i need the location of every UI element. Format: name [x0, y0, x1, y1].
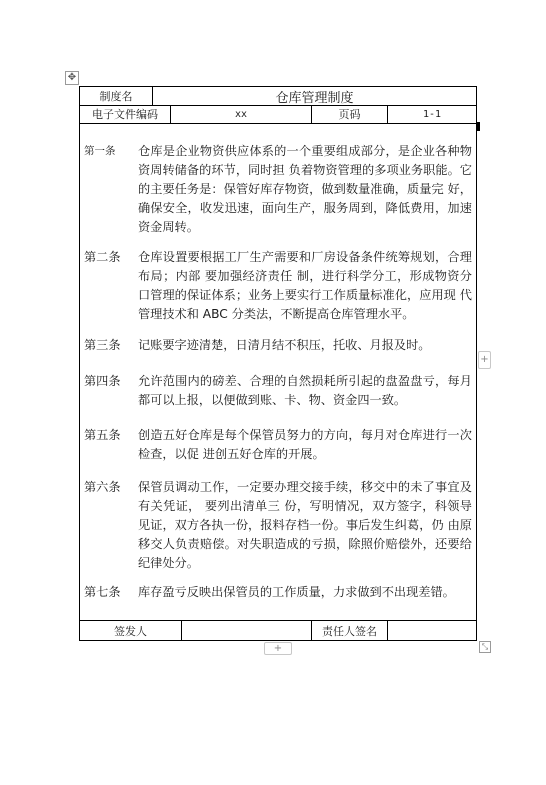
issuer-signature-field[interactable]	[181, 621, 311, 640]
article-1	[84, 142, 472, 237]
regulation-table	[79, 86, 477, 641]
page-number-value: 1-1	[387, 105, 476, 123]
article-text: 库存盈亏反映出保管员的工作质量，力求做到不出现差错。	[138, 585, 455, 599]
text-cursor	[477, 122, 480, 131]
add-row-plus-icon[interactable]: +	[264, 642, 292, 655]
header-row-meta	[80, 105, 476, 124]
article-4	[84, 372, 472, 410]
articles-body	[80, 124, 476, 622]
article-6	[84, 478, 472, 573]
article-number: 第一条	[84, 145, 116, 157]
article-7	[84, 583, 472, 602]
label-responsible-signature: 责任人签名	[311, 621, 387, 640]
label-page-number: 页码	[311, 105, 387, 123]
article-text: 仓库是企业物资供应体系的一个重要组成部分，是企业各种物资周转储备的环节，同时担 负着物资管理的多项业务职能。它的主要任务是：保管好库存物资，做到数量准确，质量完 好，确保安全，收发迅速，面向生产，服务周到，降低费用，加速资金周转。	[138, 144, 472, 234]
file-number-value: xx	[170, 105, 311, 123]
article-text: 允许范围内的磅差、合理的自然损耗所引起的盘盈盘亏，每月都可以上报，以便做到账、卡、物、资金四一致。	[138, 374, 472, 407]
article-number: 第六条	[84, 480, 121, 494]
table-resize-icon[interactable]: ⤡	[479, 641, 491, 653]
label-issuer: 签发人	[114, 624, 147, 638]
label-system-name: 制度名	[99, 90, 133, 103]
table-move-icon[interactable]: ✥	[65, 71, 79, 85]
article-number: 第五条	[84, 428, 121, 442]
article-text: 保管员调动工作，一定要办理交接手续，移交中的未了事宜及有关凭证， 要列出清单三 份，写明情况，双方签字，科领导见证，双方各执一份，报料存档一份。事后发生纠葛，仍 由原移交人负责赔偿。对失职造成的亏损，除照价赔偿外，还要给纪律处分。	[138, 480, 472, 570]
signature-row	[80, 620, 476, 640]
article-3	[84, 336, 472, 355]
article-2	[84, 248, 472, 324]
article-number: 第二条	[84, 250, 121, 264]
document-title: 仓库管理制度	[152, 87, 476, 105]
header-row-title	[80, 87, 476, 106]
article-number: 第三条	[84, 338, 121, 352]
article-text: 仓库设置要根据工厂生产需要和厂房设备条件统筹规划，合理布局；内部 要加强经济责任 制，进行科学分工，形成物资分口管理的保证体系；业务上要实行工作质量标准化，应用现 代管理技术和 ABC 分类法，不断提高仓库管理水平。	[138, 250, 472, 321]
article-5	[84, 426, 472, 464]
article-text: 创造五好仓库是每个保管员努力的方向，每月对仓库进行一次检查，以促 进创五好仓库的开展。	[138, 428, 472, 461]
article-number: 第四条	[84, 374, 121, 388]
add-column-plus-icon[interactable]: +	[478, 351, 491, 369]
responsible-signature-field[interactable]	[387, 621, 476, 640]
article-number: 第七条	[84, 585, 121, 599]
label-file-number: 电子文件编码	[92, 108, 158, 121]
article-text: 记账要字迹清楚，日清月结不积压，托收、月报及时。	[138, 338, 431, 352]
